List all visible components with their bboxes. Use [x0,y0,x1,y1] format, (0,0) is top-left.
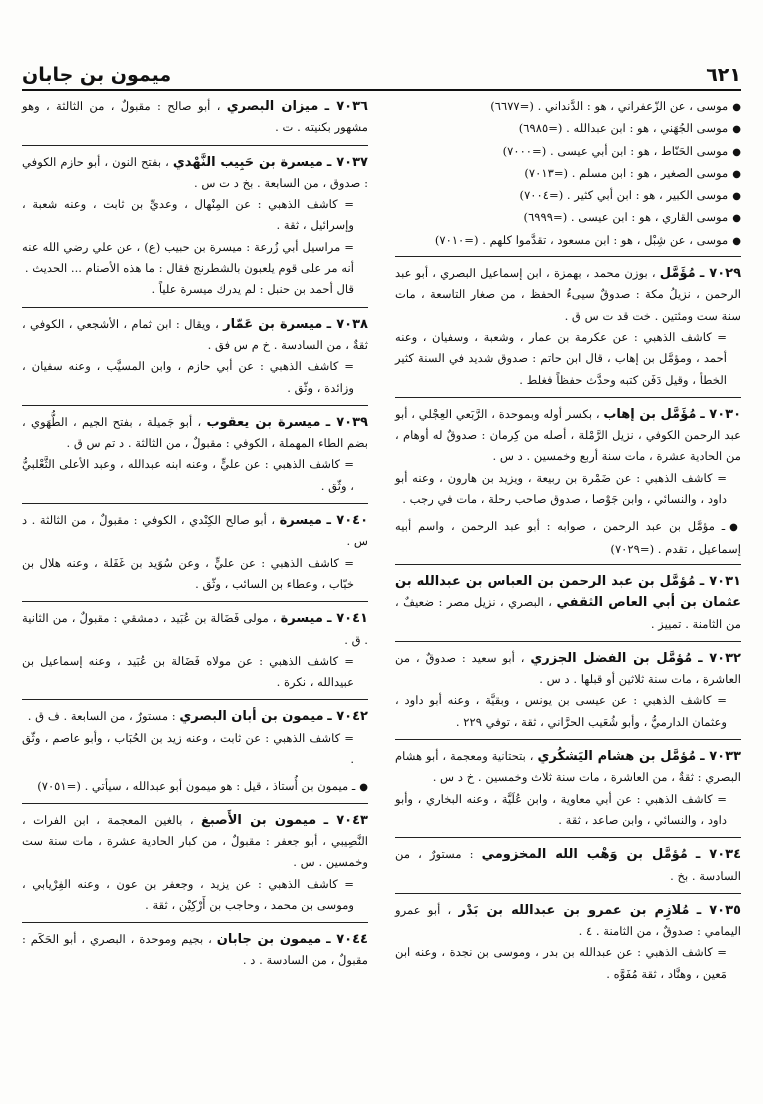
entry-name: مُؤمَّل بن هشام اليَشكُري [537,749,697,765]
entry-7033: ٧٠٣٣ ـ مُؤمَّل بن هشام اليَشكُري ، بتحتانية ومعجمة ، أبو هشام البصري : ثقةٌ ، من العاشرة ، مات سنة ثلاث وخمسين . خ د س . = كاشف الذهبي : عن أبي معاوية ، وابن عُلَيَّة ، وعنه البخاري ، وأبو داود ، والنسائي ، وابن صاعد ، ثقة . [395,746,741,831]
entry-name: مُؤمَّل بن الفضل الجزري [530,650,693,666]
divider [22,699,368,700]
page-header [22,58,741,86]
entry-7029: ٧٠٢٩ ـ مُؤَمَّل ، بوزن محمد ، بهمزة ، ابن إسماعيل البصري ، أبو عبد الرحمن ، نزيلُ مكة : صدوقٌ سيىءُ الحفظ ، من صغار التاسعة ، مات سنة ست ومئتين . خت قد ت س ق . = كاشف الذهبي : عن عكرمة بن عمار ، وشعبة ، وسفيان ، وعنه أحمد ، ومؤمَّل بن إهاب ، قال ابن حاتم : صدوق شديد في السنة كثير الخطأ ، وقيل دَفَن كتبه وحدَّث حفظاً فغلط . [395,263,741,391]
cross-ref: ●موسى الكبير ، هو : ابن أبي كثير . (=٧٠٠٤) [519,188,741,203]
entry-name: مُؤمَّل بن عبد الرحمن بن العباس بن عبدالله بن عثمان بن أبي العاص الثقفي [395,573,742,611]
cross-ref: ●ـ مؤمَّل بن عبد الرحمن ، صوابه : أبو عبد الرحمن ، واسم أبيه إسماعيل ، تقدم . (=٧٠٢٩) [395,519,741,556]
kashif-note: = كاشف الذهبي : عن أبي حازم ، وابن المسيَّب ، وعنه سفيان ، وزائدة ، وثّق . [22,359,354,395]
cross-ref: ●موسى القاري ، هو : ابن عيسى . (=٦٩٩٩) [523,210,741,225]
entry-name: ميمون بن الأَصبغ [200,812,317,828]
bullet-icon: ● [732,102,741,113]
divider [22,601,368,602]
bullet-icon: ● [732,235,741,247]
kashif-note: = كاشف الذهبي : عن عبدالله بن بدر ، وموسى بن نجدة ، وعنه ابن مَعين ، وهنَّاد ، ثقة مُفَوَّه . [395,945,727,981]
kashif-note: = كاشف الذهبي : عن عليٍّ ، وعنه ابنه عبدالله ، وعبد الأعلى الثَّعْلبيُّ ، وثّق . [22,457,354,493]
marasil-note: = مراسيل أبي زُرعة : ميسرة بن حبيب (ع) ، عن علي رضي الله عنه أنه مر على قوم يلعبون بالشطرنج فقال : ما هذه الأصنام ... الحديث . [22,239,354,276]
kashif-note: = كاشف الذهبي : عن عكرمة بن عمار ، وشعبة ، وسفيان ، وعنه أحمد ، ومؤمَّل بن إهاب ، قال ابن حاتم : صدوق شديد في السنة كثير الخطأ ، وقيل دَفَن كتبه وحدَّث حفظاً فغلط . [395,329,727,387]
kashif-note: = كاشف الذهبي : عن ضَمْرة بن ربيعة ، ويزيد بن هارون ، وعنه أبو داود ، والنسائي ، وابن جَوْصا ، صدوق صاحب رحلة ، مات في رجب . [395,470,727,507]
bullet-icon: ● [732,124,741,136]
divider [395,564,741,565]
entry-7043: ٧٠٤٣ ـ ميمون بن الأَصبغ ، بالغين المعجمة ، ابن الفرات ، النَّصِيبي ، أبو جعفر : مقبولٌ ، من كبار الحادية عشرة ، مات سنة ست وخمسين . س . = كاشف الذهبي : عن يزيد ، وجعفر بن عون ، وعنه الفِرْيابي ، وموسى بن محمد ، وحاجب بن أَرْكِيْن ، ثقة . [22,810,368,916]
entry-name: ميسرة بن يعقوب [206,414,321,430]
bullet-icon: ● [359,782,368,794]
entry-name: مُؤمَّل بن وَهْب الله المخزومي [481,847,688,863]
cross-ref: ●موسى ، عن شِبْل ، هو : ابن مسعود ، تقدَّموا كلهم . (=٧٠١٠) [434,232,741,247]
entry-7041: ٧٠٤١ ـ ميسرة ، مولى فَضَالة بن عُبَيد ، دمشقي : مقبولٌ ، من الثانية . ق . = كاشف الذهبي : عن مولاه فَضَالة بن عُبَيد ، وعنه إسماعيل بن عبيدالله ، نكرة . [22,608,368,693]
entry-7036: ٧٠٣٦ ـ ميزان البصري ، أبو صالح : مقبولٌ ، من الثالثة ، وهو مشهور بكنيته . ت . [22,99,368,135]
divider [395,397,741,398]
divider [395,893,741,894]
kashif-note: = كاشف الذهبي : عن عليٍّ ، وعن سُوَيد بن غَفَلة ، وعنه هلال بن خبّاب ، وعطاء بن السائب ، وثّق . [22,555,354,591]
divider [22,503,368,504]
divider [22,307,368,308]
kashif-note: = كاشف الذهبي : عن عيسى بن يونس ، وبقيَّة ، وعنه أبو داود ، وعثمان الدارميُّ ، وأبو شُعَيب الحرَّاني ، ثقة ، توفي ٢٢٩ . [395,693,727,729]
entry-name: ميسرة بن حَبِيب النَّهْدي [172,154,323,170]
divider [395,256,741,257]
entry-7039: ٧٠٣٩ ـ ميسرة بن يعقوب ، أبو جَميلة ، بفتح الجيم ، الطُّهَوي ، بضم الطاء المهملة ، الكوفي : مقبولٌ ، من الثالثة . د تم س ق . = كاشف الذهبي : عن عليٍّ ، وعنه ابنه عبدالله ، وعبد الأعلى الثَّعْلبيُّ ، وثّق . [22,412,368,497]
entry-name: مُؤَمَّل بن إهاب [603,406,697,422]
divider [22,405,368,406]
entry-7032: ٧٠٣٢ ـ مُؤمَّل بن الفضل الجزري ، أبو سعيد : صدوقٌ ، من العاشرة ، مات سنة ثلاثين أو قبلها . د س . = كاشف الذهبي : عن عيسى بن يونس ، وبقيَّة ، وعنه أبو داود ، وعثمان الدارميُّ ، وأبو شُعَيب الحرَّاني ، ثقة ، توفي ٢٢٩ . [395,648,741,733]
kashif-note: = كاشف الذهبي : عن أبي معاوية ، وابن عُلَيَّة ، وعنه البخاري ، وأبو داود ، والنسائي ، وابن صاعد ، ثقة . [395,791,727,827]
bullet-icon: ● [729,522,741,534]
cross-ref: ●موسى الحَنّاط ، هو : ابن أبي عيسى . (=٧٠٠٠) [502,143,741,158]
kashif-note: = كاشف الذهبي : عن المِنْهال ، وعديِّ بن ثابت ، وعنه شعبة ، وإسرائيل ، ثقة . [22,197,354,233]
cross-ref: ●موسى ، عن الزّعفراني ، هو : الدَّنداني . (=٦٦٧٧) [490,99,741,113]
entry-name: ميسرة [279,513,322,529]
cross-ref: ●موسى الصغير ، هو : ابن مسلم . (=٧٠١٣) [524,165,741,180]
entry-7031: ٧٠٣١ ـ مُؤمَّل بن عبد الرحمن بن العباس بن عبدالله بن عثمان بن أبي العاص الثقفي ، البصري ، نزيل مصر : ضعيفٌ ، من الثامنة . تمييز . [395,573,742,631]
entry-7034: ٧٠٣٤ ـ مُؤمَّل بن وَهْب الله المخزومي : مستورٌ ، من السادسة . بخ . [395,847,742,883]
left-column [22,96,368,978]
divider [22,803,368,804]
divider [395,739,741,740]
page-number: ٦٢١ [706,64,741,86]
header-rule [22,89,741,91]
entry-7030: ٧٠٣٠ ـ مُؤَمَّل بن إهاب ، بكسر أوله وبموحدة ، الرَّبَعي العِجْلي ، أبو عبد الرحمن الكوفي ، نزيل الرَّمْلة ، أصله من كِرمان : صدوقٌ له أوهام ، من الحادية عشرة ، مات سنة أربع وخمسين . د س . = كاشف الذهبي : عن ضَمْرة بن ربيعة ، ويزيد بن هارون ، وعنه أبو داود ، والنسائي ، وابن جَوْصا ، صدوق صاحب رحلة ، مات في رجب . [395,404,741,510]
entry-7040: ٧٠٤٠ ـ ميسرة ، أبو صالح الكِنْدي ، الكوفي : مقبولٌ ، من الثالثة . د س . = كاشف الذهبي : عن عليٍّ ، وعن سُوَيد بن غَفَلة ، وعنه هلال بن خبّاب ، وعطاء بن السائب ، وثّق . [22,510,368,595]
ahmad-note: قال أحمد بن حنبل : لم يدرك ميسرة علياً . [151,282,354,297]
entry-name: ميسرة [280,611,323,627]
entry-name: مُؤَمَّل [659,266,696,282]
divider [22,145,368,146]
running-title: ميمون بن جابان [22,64,172,86]
kashif-note: = كاشف الذهبي : عن يزيد ، وجعفر بن عون ، وعنه الفِرْيابي ، وموسى بن محمد ، وحاجب بن أَرْكِيْن ، ثقة . [22,876,354,912]
bullet-icon: ● [732,146,741,158]
divider [395,641,741,642]
entry-7042: ٧٠٤٢ ـ ميمون بن أبان البصري : مستورٌ ، من السابعة . ف ق . = كاشف الذهبي : عن ثابت ، وعنه زيد بن الحُبَاب ، وأبو عاصم ، وثّق . [22,706,368,770]
kashif-note: = كاشف الذهبي : عن مولاه فَضَالة بن عُبَيد ، وعنه إسماعيل بن عبيدالله ، نكرة . [22,653,354,690]
cross-ref: ●ـ ميمون بن أُستاذ ، قيل : هو ميمون أبو عبدالله ، سيأتي . (=٧٠٥١) [37,779,368,794]
entry-name: مُلازِم بن عمرو بن عبدالله بن بَدْر [458,902,690,918]
entry-name: ميزان البصري [226,99,319,114]
entry-7037: ٧٠٣٧ ـ ميسرة بن حَبِيب النَّهْدي ، بفتح النون ، أبو حازم الكوفي : صدوق ، من السابعة . بخ د ت س . = كاشف الذهبي : عن المِنْهال ، وعديِّ بن ثابت ، وعنه شعبة ، وإسرائيل ، ثقة . = مراسيل أبي زُرعة : ميسرة بن حبيب (ع) ، عن علي رضي الله عنه أنه مر على قوم يلعبون بالشطرنج فقال : ما هذه الأصنام ... الحديث . قال أحمد بن حنبل : لم يدرك ميسرة علياً . [22,152,368,301]
cross-ref: ●موسى الجُهَني ، هو : ابن عبدالله . (=٦٩٨٥) [518,121,741,136]
divider [22,922,368,923]
entry-7035: ٧٠٣٥ ـ مُلازِم بن عمرو بن عبدالله بن بَدْر ، أبو عمرو اليمامي : صدوقٌ ، من الثامنة . ٤ . = كاشف الذهبي : عن عبدالله بن بدر ، وموسى بن نجدة ، وعنه ابن مَعين ، وهنَّاد ، ثقة مُفَوَّه . [395,900,741,985]
entry-name: ميسرة بن عَمّار [223,316,323,332]
kashif-note: = كاشف الذهبي : عن ثابت ، وعنه زيد بن الحُبَاب ، وأبو عاصم ، وثّق . [22,730,354,767]
bullet-icon: ● [732,213,741,225]
bullet-icon: ● [732,168,741,180]
entry-name: ميمون بن أبان البصري [179,709,324,725]
entry-name: ميمون بن جابان [216,932,322,948]
entry-7044: ٧٠٤٤ ـ ميمون بن جابان ، بجيم وموحدة ، البصري ، أبو الحَكَم : مقبولٌ ، من السادسة . د . [22,932,368,968]
entry-7038: ٧٠٣٨ ـ ميسرة بن عَمّار ، ويقال : ابن ثمام ، الأشجعي ، الكوفي ، ثقةٌ ، من السادسة . خ م س فق . = كاشف الذهبي : عن أبي حازم ، وابن المسيَّب ، وعنه سفيان ، وزائدة ، وثّق . [22,314,368,399]
bullet-icon: ● [732,191,741,203]
right-column [395,96,741,991]
divider [395,837,741,838]
